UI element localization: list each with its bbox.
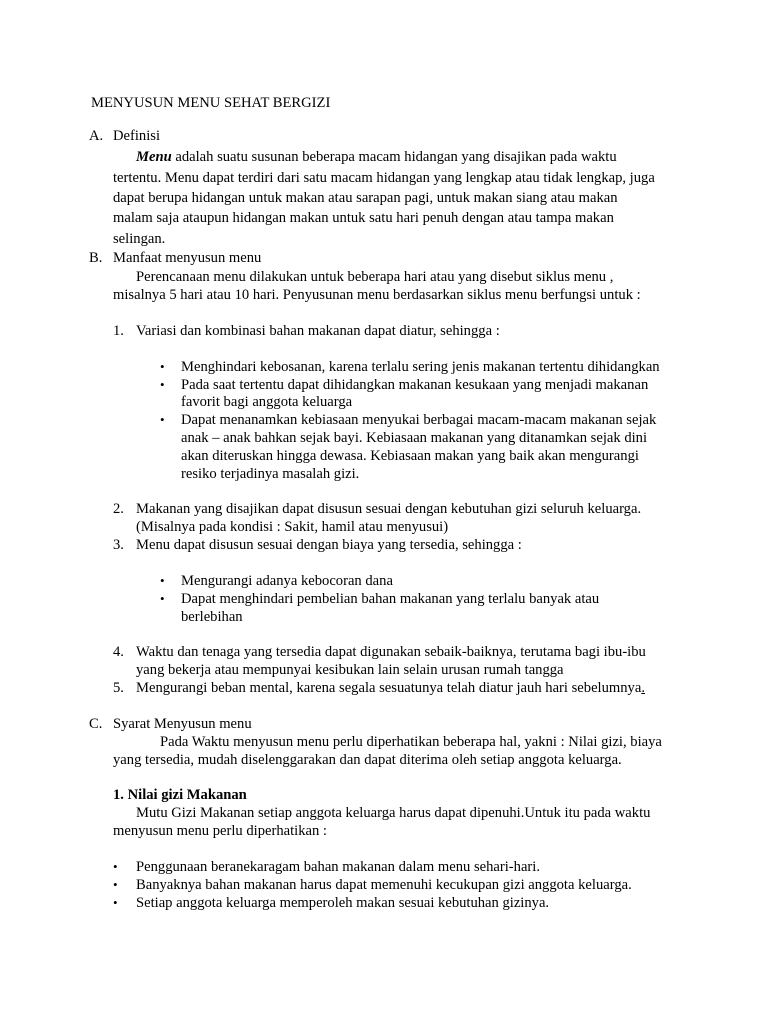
item-5-text: Mengurangi beban mental, karena segala sesuatunya telah diatur jauh hari sebelumnya <box>136 680 642 696</box>
bullet-text: favorit bagi anggota keluarga <box>181 394 353 410</box>
list-item-text: Makanan yang disajikan dapat disusun sesuai dengan kebutuhan gizi seluruh keluarga. <box>136 501 642 517</box>
section-c-intro: Pada Waktu menyusun menu perlu diperhatikan beberapa hal, yakni : Nilai gizi, biaya <box>160 734 662 750</box>
definition-line: dapat berupa hidangan untuk makan atau sarapan pagi, untuk makan siang atau makan <box>113 190 618 206</box>
bullet-icon: • <box>160 412 165 427</box>
list-number: 4. <box>113 644 124 660</box>
list-number: 1. <box>113 323 124 339</box>
list-item-text: yang bekerja atau mempunyai kesibukan lain selain urusan rumah tangga <box>136 662 564 678</box>
section-b-intro: misalnya 5 hari atau 10 hari. Penyusunan menu berdasarkan siklus menu berfungsi untuk : <box>113 287 641 303</box>
list-item-text: Waktu dan tenaga yang tersedia dapat digunakan sebaik-baiknya, terutama bagi ibu-ibu <box>136 644 646 660</box>
section-b-intro: Perencanaan menu dilakukan untuk beberapa hari atau yang disebut siklus menu , <box>136 269 614 285</box>
section-c-intro: yang tersedia, mudah diselenggarakan dan dapat diterima oleh setiap anggota keluarga. <box>113 752 622 768</box>
bullet-text: Menghindari kebosanan, karena terlalu sering jenis makanan tertentu dihidangkan <box>181 359 660 375</box>
bullet-icon: • <box>113 859 118 874</box>
bullet-text: Mengurangi adanya kebocoran dana <box>181 573 393 589</box>
section-b-marker: B. <box>89 250 103 266</box>
page-title: MENYUSUN MENU SEHAT BERGIZI <box>91 95 331 111</box>
bullet-icon: • <box>113 877 118 892</box>
bullet-text: berlebihan <box>181 609 243 625</box>
list-number: 2. <box>113 501 124 517</box>
bullet-text: Penggunaan beranekaragam bahan makanan dalam menu sehari-hari. <box>136 859 540 875</box>
section-c-marker: C. <box>89 716 103 732</box>
bullet-icon: • <box>113 895 118 910</box>
item-5-period: . <box>641 680 645 696</box>
list-item-text: Variasi dan kombinasi bahan makanan dapat diatur, sehingga : <box>136 323 500 339</box>
section-a-heading: Definisi <box>113 128 161 144</box>
list-item-text <box>136 679 645 697</box>
definition-line: malam saja ataupun hidangan makan untuk satu hari penuh dengan atau tampa makan <box>113 210 614 226</box>
bullet-text: resiko terjadinya masalah gizi. <box>181 466 360 482</box>
definition-line <box>136 148 617 166</box>
bullet-text: Dapat menghindari pembelian bahan makanan yang terlalu banyak atau <box>181 591 600 607</box>
bullet-icon: • <box>160 573 165 588</box>
sub-heading: 1. Nilai gizi Makanan <box>113 787 247 803</box>
sub-intro: Mutu Gizi Makanan setiap anggota keluarga harus dapat dipenuhi.Untuk itu pada waktu <box>136 805 651 821</box>
definition-text: adalah suatu susunan beberapa macam hidangan yang disajikan pada waktu <box>171 149 617 165</box>
bullet-text: Pada saat tertentu dapat dihidangkan makanan kesukaan yang menjadi makanan <box>181 377 649 393</box>
sub-intro: menyusun menu perlu diperhatikan : <box>113 823 327 839</box>
section-a-marker: A. <box>89 128 104 144</box>
list-number: 3. <box>113 537 124 553</box>
bullet-text: Banyaknya bahan makanan harus dapat memenuhi kecukupan gizi anggota keluarga. <box>136 877 632 893</box>
bullet-text: Dapat menanamkan kebiasaan menyukai berbagai macam-macam makanan sejak <box>181 412 657 428</box>
section-b-heading: Manfaat menyusun menu <box>113 250 262 266</box>
bullet-icon: • <box>160 591 165 606</box>
bullet-text: akan diteruskan hingga dewasa. Kebiasaan makan yang baik akan mengurangi <box>181 448 639 464</box>
list-item-text: Menu dapat disusun sesuai dengan biaya yang tersedia, sehingga : <box>136 537 522 553</box>
section-c-heading: Syarat Menyusun menu <box>113 716 252 732</box>
list-item-text: (Misalnya pada kondisi : Sakit, hamil atau menyusui) <box>136 519 449 535</box>
menu-term: Menu <box>136 149 172 165</box>
bullet-text: Setiap anggota keluarga memperoleh makan sesuai kebutuhan gizinya. <box>136 895 550 911</box>
bullet-text: anak – anak bahkan sejak bayi. Kebiasaan makanan yang ditanamkan sejak dini <box>181 430 648 446</box>
bullet-icon: • <box>160 359 165 374</box>
definition-line: tertentu. Menu dapat terdiri dari satu macam hidangan yang lengkap atau tidak lengkap, juga <box>113 170 655 186</box>
definition-line: selingan. <box>113 231 166 247</box>
bullet-icon: • <box>160 377 165 392</box>
list-number: 5. <box>113 680 124 696</box>
